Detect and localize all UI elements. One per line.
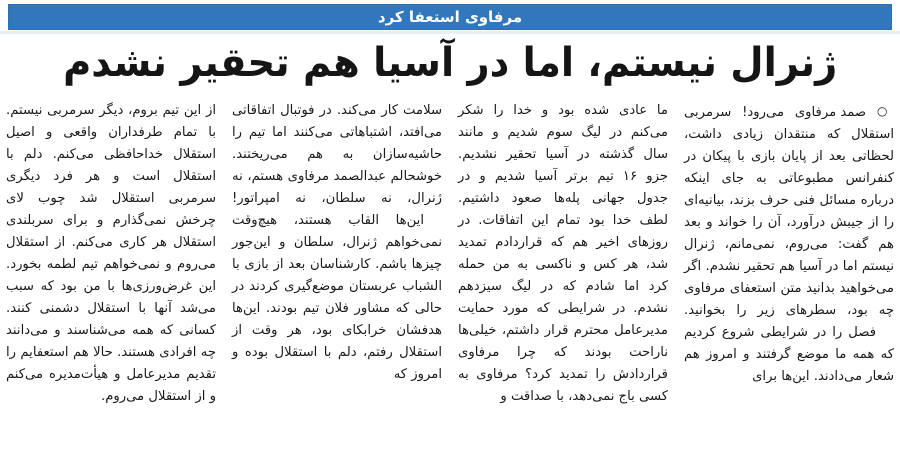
article-paragraph <box>458 100 668 408</box>
article-columns <box>6 100 894 450</box>
headline <box>0 34 900 92</box>
kicker-banner <box>8 4 892 30</box>
article-paragraph <box>6 100 216 408</box>
article-paragraph <box>684 322 894 388</box>
bullet-icon: ○ <box>876 104 894 118</box>
headline-text: ژنرال نیستم، اما در آسیا هم تحقیر نشدم <box>62 40 838 86</box>
paragraph-text: فصل را در شرایطی شروع کردیم که همه ما موضع گرفتند و امروز هم شعار می‌دادند. این‌ها برای <box>684 325 894 384</box>
article-column-1 <box>684 100 894 450</box>
paragraph-text: از این تیم بروم، دیگر سرمربی نیستم. با تمام طرفداران واقعی و اصیل استقلال خداحافظی می‌کنم. دلم با استقلال است و هر فرد دیگری سرمربی استقلال شد چوب لای چرخش نمی‌گذارم و برای سربلندی استقلال هر کاری می‌کنم. از استقلال می‌روم و نمی‌خواهم تیم لطمه بخورد. این غرض‌ورزی‌ها با من بود که سبب می‌شد آنها با استقلال دشمنی کنند. کسانی که همه می‌شناسند و می‌دانند چه افرادی هستند. حالا هم استعفایم را تقدیم مدیرعامل و هیأت‌مدیره می‌کنم و از استقلال می‌روم. <box>6 103 216 404</box>
kicker-text: مرفاوی استعفا کرد <box>377 7 523 26</box>
paragraph-text: ما عادی شده بود و خدا را شکر می‌کنم در لیگ سوم شدیم و مانند سال گذشته در آسیا تحقیر نشدیم. جزو ۱۶ تیم برتر آسیا شدیم و در جدول جهانی پله‌ها صعود داشتیم. لطف خدا بود تمام این اتفاقات. در روزهای اخیر هم که قراردادم تمدید شد، هر کس و ناکسی به من حمله کرد اما شادم که در لیگ سیزدهم نشدم. در شرایطی که مورد حمایت مدیرعامل محترم قرار داشتم، خیلی‌ها ناراحت بودند که چرا مرفاوی قراردادش را تمدید کرد؟ مرفاوی به کسی باج نمی‌دهد، با صداقت و <box>458 103 668 404</box>
article-paragraph <box>684 100 894 322</box>
article-paragraph <box>232 210 442 386</box>
paragraph-text: صمد مرفاوی می‌رود! سرمربی استقلال که منتقدان زیادی داشت، لحظاتی بعد از پایان بازی با پیکان در کنفرانس مطبوعاتی به جای اینکه درباره مسائل فنی حرف بزند، بیانیه‌ای را از جیبش درآورد، آن را خواند و بعد هم گفت: می‌روم، نمی‌مانم، ژنرال نیستم اما در آسیا هم تحقیر نشدم. اگر می‌خواهید بدانید متن استعفای مرفاوی چه بود، سطرهای زیر را بخوانید. <box>684 105 894 318</box>
article-column-3 <box>232 100 442 450</box>
paragraph-text: سلامت کار می‌کند. در فوتبال اتفاقاتی می‌افتد، اشتباهاتی می‌کنند اما تیم را حاشیه‌سازان به هم می‌ریختند. خوشحالم عبدالصمد مرفاوی هستم، نه ژنرال، نه سلطان، نه امپراتور! <box>232 103 442 206</box>
article-column-4 <box>6 100 216 450</box>
paragraph-text: این‌ها القاب هستند، هیچ‌وقت نمی‌خواهم ژنرال، سلطان و این‌جور چیزها باشم. کارشناسان بعد از بازی با الشباب عربستان موضع‌گیری کردند در حالی که مشاور فلان تیم بودند. این‌ها هدفشان خرابکای بود، هر وقت از استقلال رفتم، دلم با استقلال بوده و امروز که <box>232 213 442 382</box>
article-column-2 <box>458 100 668 450</box>
article-paragraph <box>232 100 442 210</box>
